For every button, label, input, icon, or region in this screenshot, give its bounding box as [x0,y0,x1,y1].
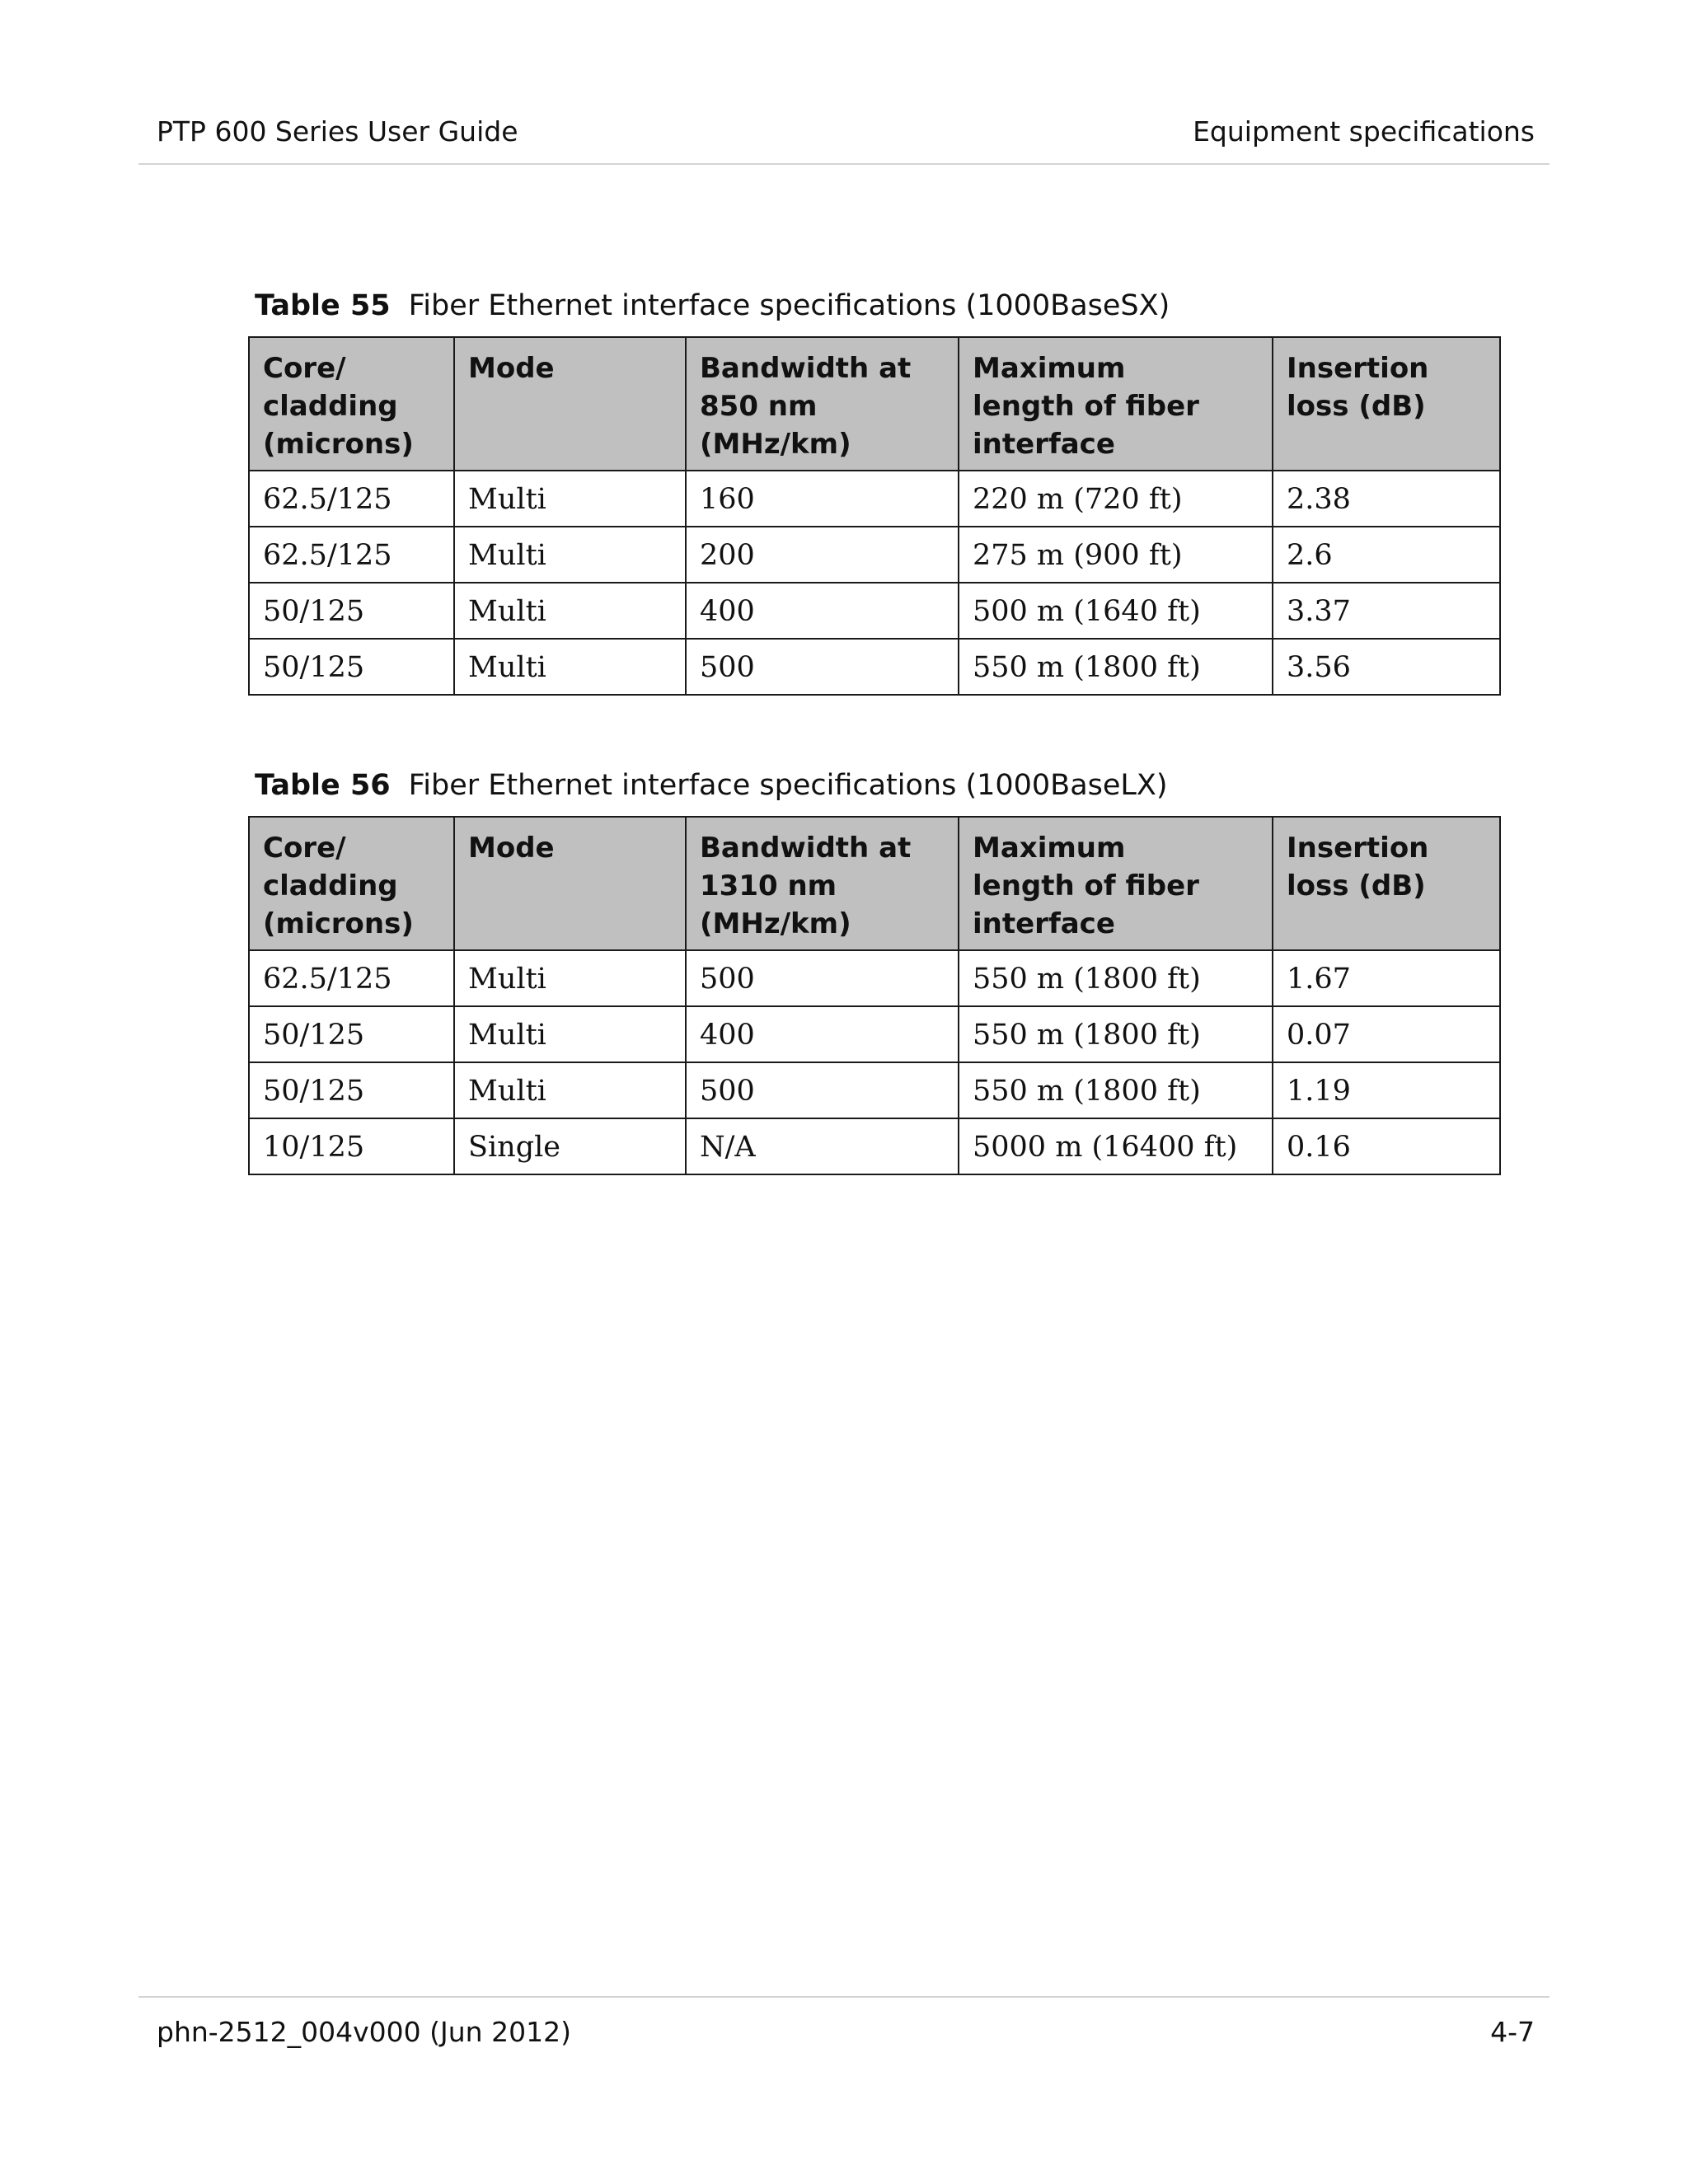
table-cell: 550 m (1800 ft) [959,1006,1273,1062]
table-cell: 2.38 [1273,471,1500,527]
spec-table-block-55 [248,287,1499,696]
spec-table-1000baselx [248,816,1501,1175]
table-row [249,639,1500,695]
column-header: Maximum length of fiber interface [959,337,1273,471]
table-cell: 62.5/125 [249,950,454,1006]
column-header: Maximum length of fiber interface [959,817,1273,950]
table-cell: Multi [454,471,686,527]
table-cell: 0.16 [1273,1118,1500,1174]
column-header: Bandwidth at 1310 nm (MHz/km) [686,817,959,950]
column-header: Mode [454,337,686,471]
table-number: Table 55 [255,289,391,322]
table-cell: 400 [686,583,959,639]
table-cell: Multi [454,950,686,1006]
table-cell: 400 [686,1006,959,1062]
spec-table-1000basesx [248,336,1501,696]
table-header-row [249,817,1500,950]
table-row [249,1118,1500,1174]
table-cell: 0.07 [1273,1006,1500,1062]
table-cell: 2.6 [1273,527,1500,583]
table-title: Fiber Ethernet interface specifications (1000BaseLX) [408,769,1168,802]
table-number: Table 56 [255,769,391,802]
document-id: phn-2512_004v000 (Jun 2012) [157,2016,571,2048]
column-header: Bandwidth at 850 nm (MHz/km) [686,337,959,471]
table-row [249,1062,1500,1118]
table-row [249,583,1500,639]
table-caption [255,287,1499,325]
table-cell: 10/125 [249,1118,454,1174]
table-cell: Multi [454,1006,686,1062]
table-caption [255,766,1499,804]
page-number: 4-7 [1490,2016,1535,2048]
table-cell: Multi [454,583,686,639]
table-cell: 3.37 [1273,583,1500,639]
table-cell: Multi [454,1062,686,1118]
table-cell: 550 m (1800 ft) [959,950,1273,1006]
table-cell: Multi [454,527,686,583]
document-title: PTP 600 Series User Guide [157,115,518,148]
table-cell: 62.5/125 [249,527,454,583]
column-header: Mode [454,817,686,950]
table-title: Fiber Ethernet interface specifications (1000BaseSX) [408,289,1170,322]
table-cell: 1.19 [1273,1062,1500,1118]
table-cell: 500 [686,1062,959,1118]
table-cell: 50/125 [249,583,454,639]
table-cell: 275 m (900 ft) [959,527,1273,583]
table-row [249,1006,1500,1062]
table-cell: 160 [686,471,959,527]
table-cell: 500 m (1640 ft) [959,583,1273,639]
table-cell: Multi [454,639,686,695]
page-footer [138,1996,1550,2047]
column-header: Insertion loss (dB) [1273,817,1500,950]
table-cell: 220 m (720 ft) [959,471,1273,527]
column-header: Core/ cladding (microns) [249,337,454,471]
table-cell: 50/125 [249,639,454,695]
section-title: Equipment specifications [1193,115,1535,148]
table-cell: Single [454,1118,686,1174]
spec-table-block-56 [248,766,1499,1175]
table-cell: 550 m (1800 ft) [959,639,1273,695]
table-row [249,471,1500,527]
table-cell: 50/125 [249,1062,454,1118]
table-header-row [249,337,1500,471]
table-cell: N/A [686,1118,959,1174]
table-cell: 500 [686,639,959,695]
column-header: Insertion loss (dB) [1273,337,1500,471]
table-cell: 50/125 [249,1006,454,1062]
table-cell: 1.67 [1273,950,1500,1006]
table-row [249,527,1500,583]
table-cell: 3.56 [1273,639,1500,695]
column-header: Core/ cladding (microns) [249,817,454,950]
page-header [138,114,1550,165]
table-cell: 62.5/125 [249,471,454,527]
table-cell: 550 m (1800 ft) [959,1062,1273,1118]
table-row [249,950,1500,1006]
table-cell: 5000 m (16400 ft) [959,1118,1273,1174]
table-cell: 500 [686,950,959,1006]
table-cell: 200 [686,527,959,583]
